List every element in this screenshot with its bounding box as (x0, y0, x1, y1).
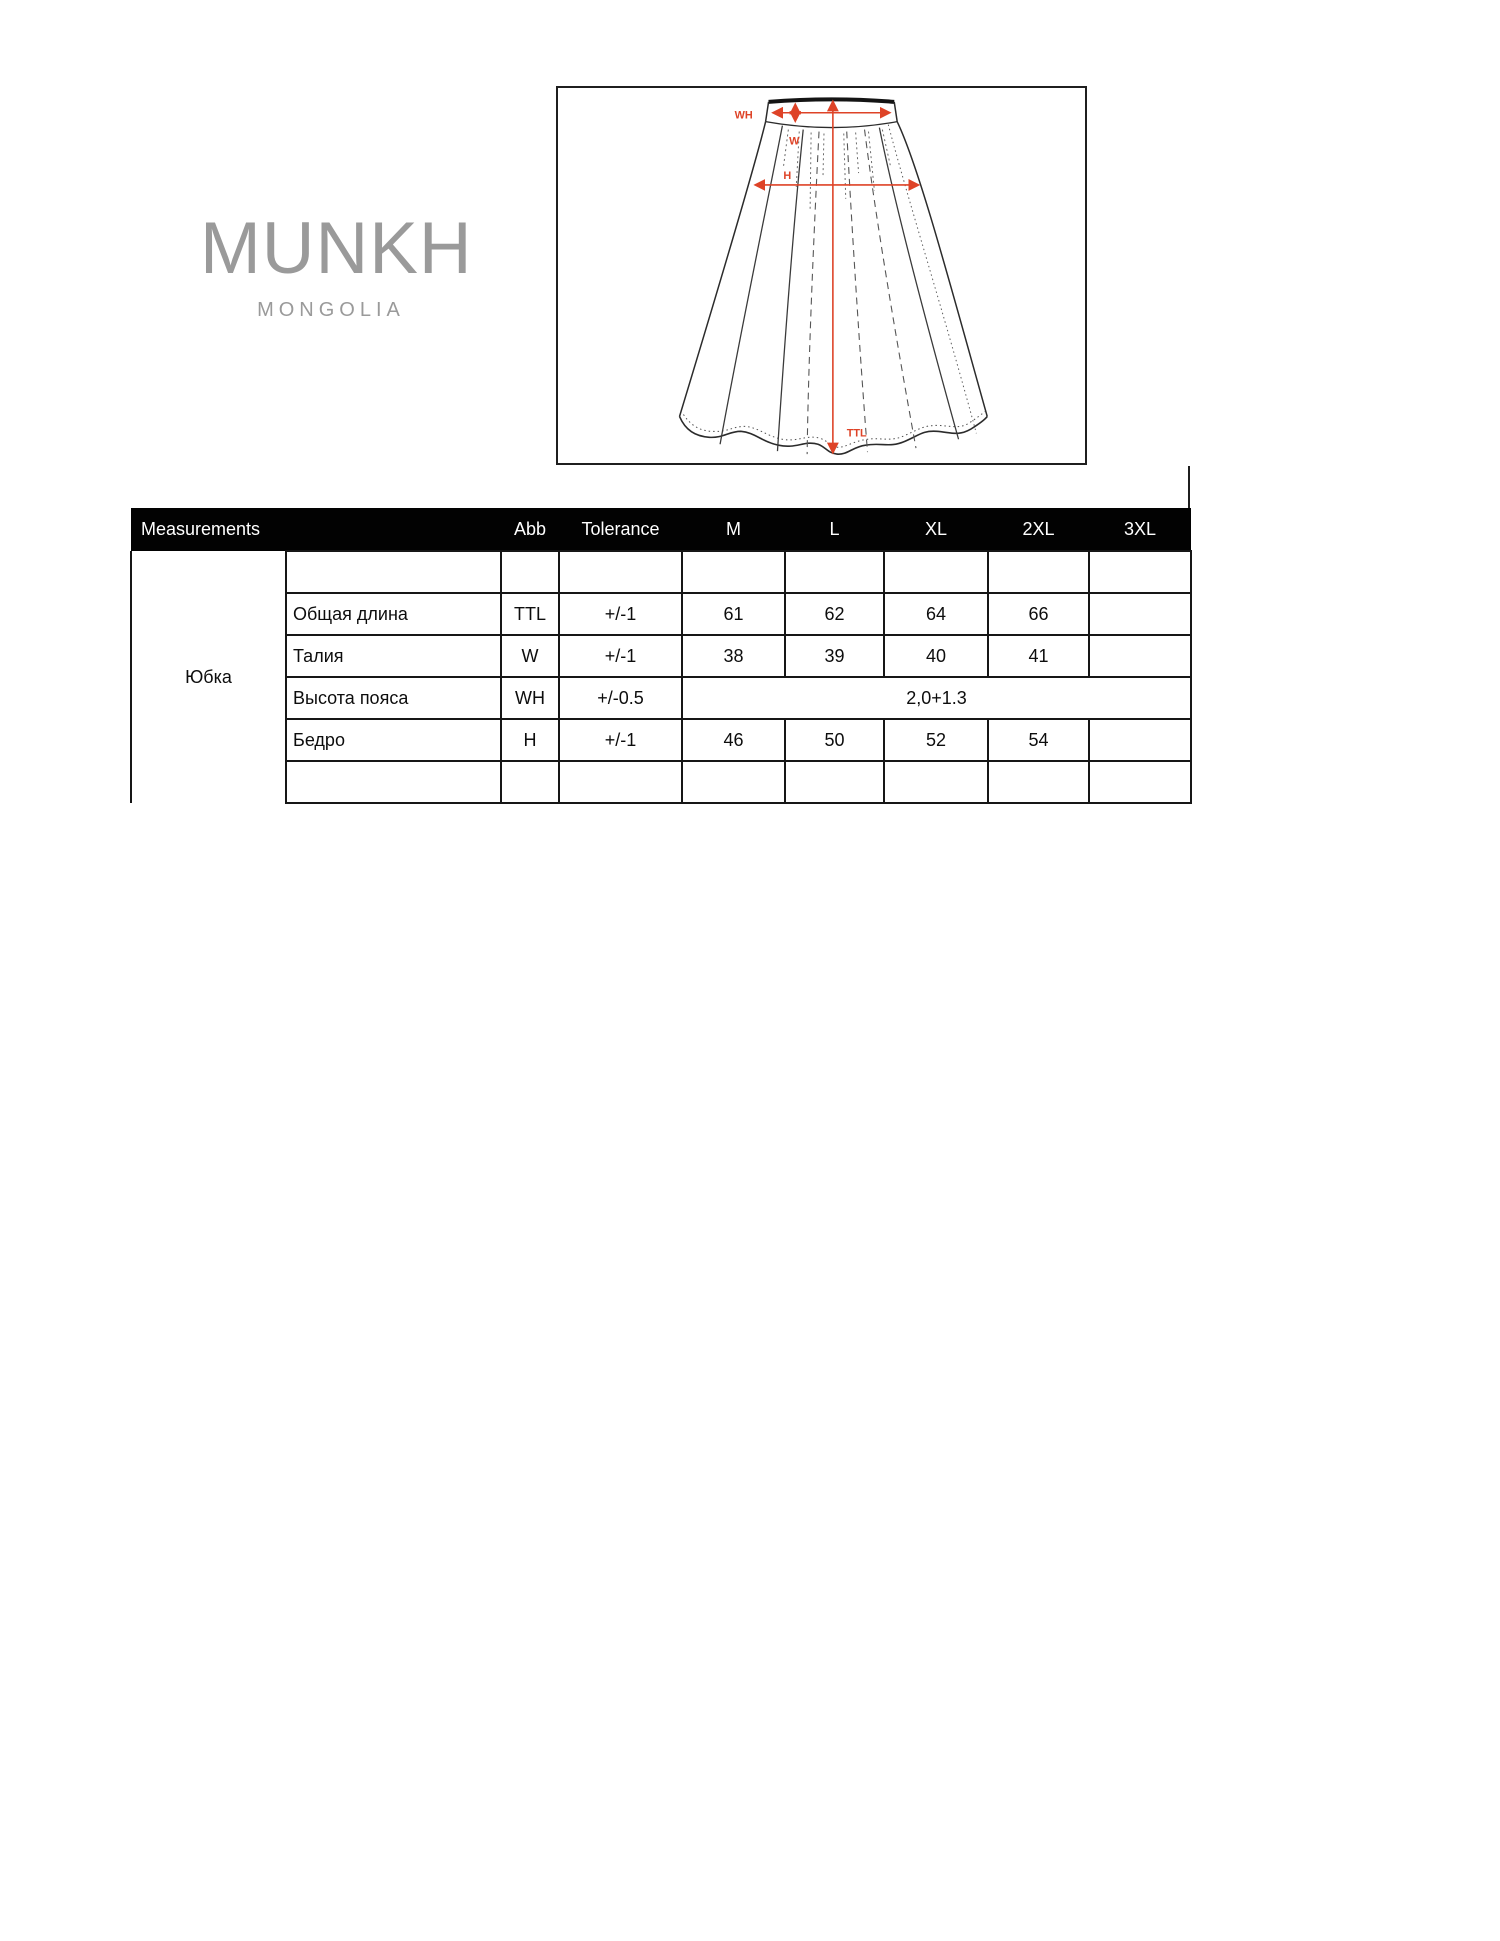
cell-value-l: 50 (785, 719, 884, 761)
header-size-m: M (682, 508, 785, 551)
cell-value-2xl: 66 (988, 593, 1089, 635)
cell-abb: W (501, 635, 559, 677)
cell-abb: H (501, 719, 559, 761)
cell-name: Бедро (286, 719, 501, 761)
cell-value-m (682, 551, 785, 593)
cell-value-xl: 40 (884, 635, 988, 677)
header-measurements: Measurements (131, 508, 501, 551)
cell-tolerance: +/-1 (559, 635, 682, 677)
skirt-sketch-drawing (558, 88, 1085, 463)
table-row (131, 677, 1191, 719)
table-row (131, 719, 1191, 761)
cell-name (286, 761, 501, 803)
cell-value-xl (884, 551, 988, 593)
header-abb: Abb (501, 508, 559, 551)
cell-value-2xl: 41 (988, 635, 1089, 677)
cell-value-3xl (1089, 719, 1191, 761)
cell-name: Общая длина (286, 593, 501, 635)
cell-merged-value: 2,0+1.3 (682, 677, 1191, 719)
group-label-skirt: Юбка (131, 551, 286, 803)
cell-abb: TTL (501, 593, 559, 635)
measurements-table (130, 508, 1192, 804)
header-tolerance: Tolerance (559, 508, 682, 551)
cell-value-2xl (988, 551, 1089, 593)
cell-name: Талия (286, 635, 501, 677)
cell-name: Высота пояса (286, 677, 501, 719)
cell-tolerance: +/-1 (559, 593, 682, 635)
cell-abb: WH (501, 677, 559, 719)
table-row (131, 551, 1191, 593)
cell-value-l: 39 (785, 635, 884, 677)
brand-name: MUNKH (200, 208, 473, 289)
cell-value-m: 38 (682, 635, 785, 677)
cell-tolerance: +/-0.5 (559, 677, 682, 719)
cell-value-xl: 52 (884, 719, 988, 761)
table-row (131, 635, 1191, 677)
cell-name (286, 551, 501, 593)
cell-value-2xl (988, 761, 1089, 803)
label-waistband-height: WH (734, 109, 753, 122)
cell-value-m: 61 (682, 593, 785, 635)
cell-tolerance: +/-1 (559, 719, 682, 761)
cell-value-xl: 64 (884, 593, 988, 635)
cell-abb (501, 761, 559, 803)
header-size-l: L (785, 508, 884, 551)
header-size-xl: XL (884, 508, 988, 551)
cell-value-m: 46 (682, 719, 785, 761)
skirt-panel-seams (720, 125, 976, 454)
measurement-annotations (756, 102, 918, 452)
label-hip: H (783, 170, 792, 183)
table-header-row (131, 508, 1191, 551)
cell-value-3xl (1089, 635, 1191, 677)
cell-value-3xl (1089, 761, 1191, 803)
brand-logo (200, 208, 473, 322)
cell-value-3xl (1089, 593, 1191, 635)
label-total-length: TTL (846, 427, 867, 440)
brand-subtitle: MONGOLIA (257, 299, 405, 321)
table-row (131, 593, 1191, 635)
cell-value-l: 62 (785, 593, 884, 635)
cell-abb (501, 551, 559, 593)
cell-value-xl (884, 761, 988, 803)
cell-tolerance (559, 761, 682, 803)
skirt-sketch-frame (556, 86, 1087, 465)
spreadsheet-stray-border (1188, 466, 1190, 508)
cell-value-2xl: 54 (988, 719, 1089, 761)
cell-value-l (785, 551, 884, 593)
cell-value-3xl (1089, 551, 1191, 593)
cell-value-l (785, 761, 884, 803)
header-size-3xl: 3XL (1089, 508, 1191, 551)
cell-tolerance (559, 551, 682, 593)
label-waist: W (789, 135, 800, 148)
cell-value-m (682, 761, 785, 803)
table-row (131, 761, 1191, 803)
header-size-2xl: 2XL (988, 508, 1089, 551)
